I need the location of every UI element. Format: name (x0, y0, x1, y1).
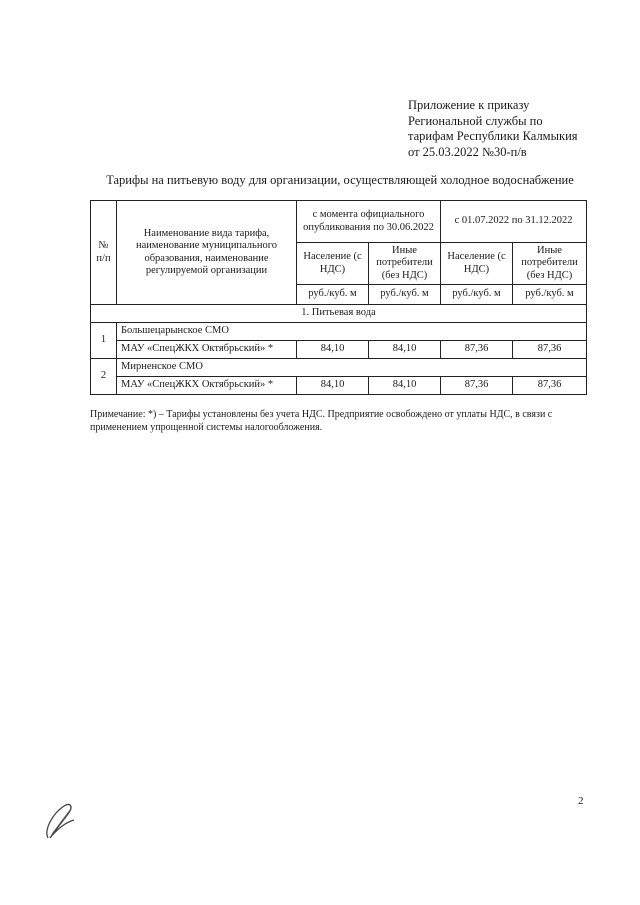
organization-name: МАУ «СпецЖКХ Октябрьский» * (117, 377, 297, 395)
header-other-consumers: Иные потребители (без НДС) (369, 243, 441, 285)
document-title: Тарифы на питьевую воду для организации, осуществляющей холодное водоснабжение (106, 173, 574, 187)
header-unit: руб./куб. м (297, 285, 369, 305)
signature-icon (40, 800, 80, 842)
table-row (91, 341, 587, 359)
header-population: Население (с НДС) (297, 243, 369, 285)
header-name: Наименование вида тарифа, наименование муниципального образования, наименование регулируемой организации (117, 201, 297, 305)
header-other-consumers: Иные потребители (без НДС) (513, 243, 587, 285)
header-unit: руб./куб. м (513, 285, 587, 305)
appendix-line: тарифам Республики Калмыкия (408, 129, 578, 143)
organization-name: МАУ «СпецЖКХ Октябрьский» * (117, 341, 297, 359)
section-heading: 1. Питьевая вода (91, 305, 587, 323)
tariff-table (90, 200, 587, 395)
appendix-line: от 25.03.2022 №30-п/в (408, 144, 527, 159)
header-population: Население (с НДС) (441, 243, 513, 285)
header-period-1: с момента официального опубликования по 30.06.2022 (297, 201, 441, 243)
appendix-line: Приложение к приказу (408, 98, 530, 112)
header-number: № п/п (91, 201, 117, 305)
page-number: 2 (578, 795, 584, 807)
row-number: 1 (91, 323, 117, 359)
row-number: 2 (91, 359, 117, 395)
tariff-value: 84,10 (369, 377, 441, 395)
table-row (91, 323, 587, 341)
table-row (91, 377, 587, 395)
header-unit: руб./куб. м (369, 285, 441, 305)
header-period-2: с 01.07.2022 по 31.12.2022 (441, 201, 587, 243)
tariff-value: 84,10 (297, 341, 369, 359)
municipality-name: Большецарынское СМО (117, 323, 587, 341)
tariff-value: 87,36 (441, 341, 513, 359)
tariff-value: 87,36 (513, 341, 587, 359)
appendix-line: Региональной службы по (408, 113, 543, 128)
tariff-value: 84,10 (297, 377, 369, 395)
table-row (91, 359, 587, 377)
tariff-value: 87,36 (441, 377, 513, 395)
footnote: Примечание: *) – Тарифы установлены без учета НДС. Предприятие освобождено от уплаты НДС, в связи с применением упрощенной системы налогообложения. (90, 409, 553, 433)
municipality-name: Мирненское СМО (117, 359, 587, 377)
tariff-value: 87,36 (513, 377, 587, 395)
appendix-header (408, 98, 628, 160)
header-unit: руб./куб. м (441, 285, 513, 305)
tariff-value: 84,10 (369, 341, 441, 359)
